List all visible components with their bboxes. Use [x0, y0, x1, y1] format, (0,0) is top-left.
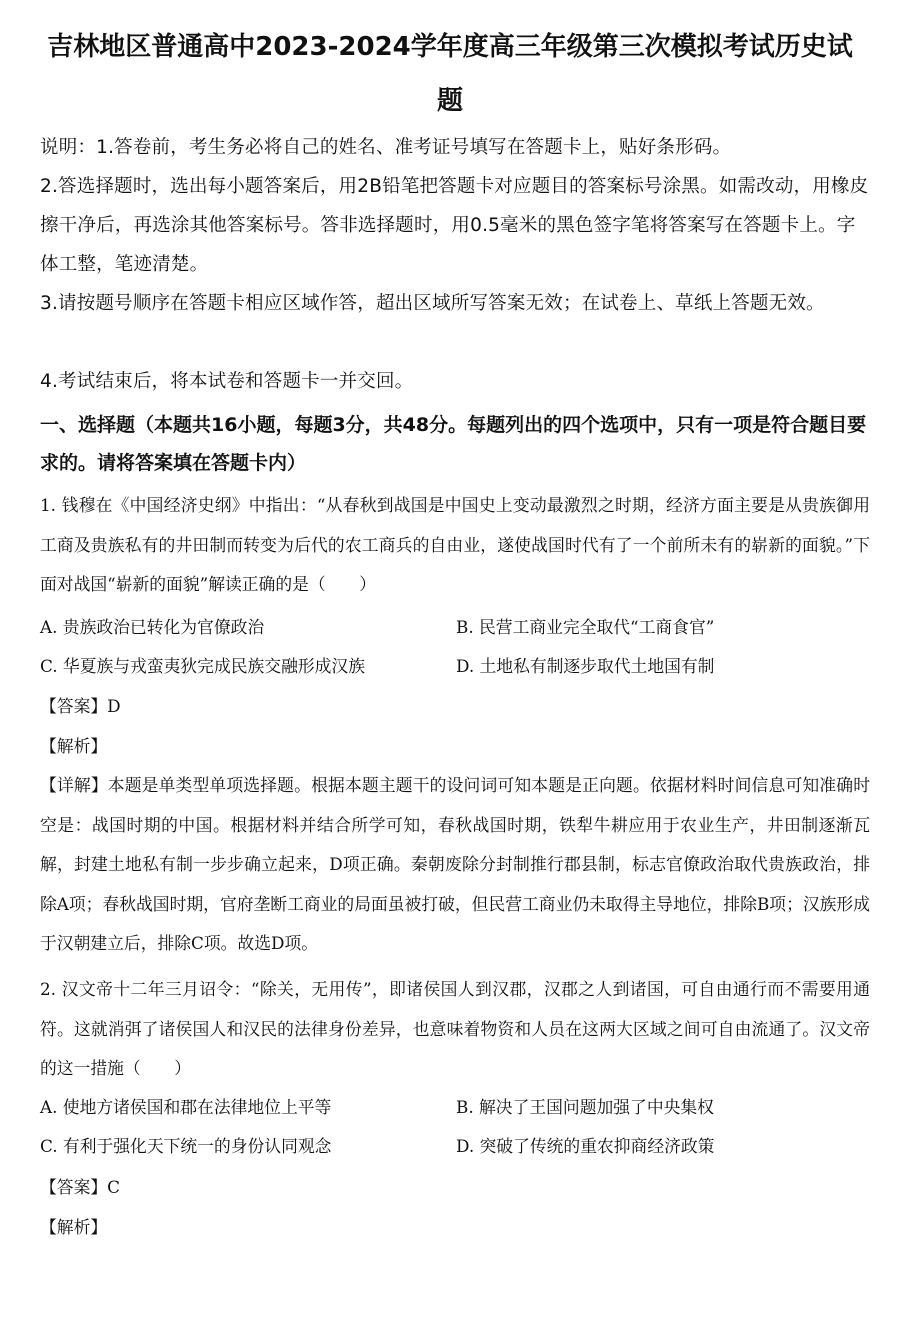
question-2-option-b: B. 解决了王国问题加强了中央集权 — [456, 1097, 714, 1117]
question-2-option-a: A. 使地方诸侯国和郡在法律地位上平等 — [40, 1097, 332, 1117]
question-1-option-d: D. 土地私有制逐步取代土地国有制 — [456, 656, 715, 676]
question-1-analysis-label: 【解析】 — [40, 736, 108, 756]
instruction-1: 说明：1.答卷前，考生务必将自己的姓名、准考证号填写在答题卡上，贴好条形码。 — [40, 137, 732, 158]
exam-title-line2: 题 — [436, 86, 463, 116]
question-1-option-c: C. 华夏族与戎蛮夷狄完成民族交融形成汉族 — [40, 656, 365, 676]
exam-title-line1: 吉林地区普通高中2023-2024学年度高三年级第三次模拟考试历史试 — [47, 32, 853, 62]
question-2-analysis-label: 【解析】 — [40, 1217, 108, 1237]
question-1-option-b: B. 民营工商业完全取代“工商食官” — [456, 617, 715, 637]
instruction-2: 2.答选择题时，选出每小题答案后，用2B铅笔把答题卡对应题目的答案标号涂黑。如需改动，用橡皮擦干净后，再选涂其他答案标号。答非选择题时，用0.5毫米的黑色签字笔将答案写在答题卡上。字体工整，笔迹清楚。 — [40, 176, 869, 275]
question-2-stem: 2. 汉文帝十二年三月诏令：“除关，无用传”，即诸侯国人到汉郡，汉郡之人到诸国，可自由通行而不需要用通符。这就消弭了诸侯国人和汉民的法律身份差异，也意味着物资和人员在这两大区域之间可自由流通了。汉文帝的这一措施（ ） — [40, 979, 870, 1078]
question-2-answer: 【答案】C — [40, 1177, 120, 1197]
question-1-stem: 1. 钱穆在《中国经济史纲》中指出：“从春秋到战国是中国史上变动最激烈之时期，经济方面主要是从贵族御用工商及贵族私有的井田制而转变为后代的农工商兵的自由业，遂使战国时代有了一个前所未有的崭新的面貌。”下面对战国“崭新的面貌”解读正确的是（ ） — [40, 495, 870, 594]
question-2-option-c: C. 有利于强化天下统一的身份认同观念 — [40, 1136, 332, 1156]
question-1-detail: 【详解】本题是单类型单项选择题。根据本题主题干的设问词可知本题是正向题。依据材料时间信息可知准确时空是：战国时期的中国。根据材料并结合所学可知，春秋战国时期，铁犁牛耕应用于农业生产，井田制逐渐瓦解，封建土地私有制一步步确立起来，D项正确。秦朝废除分封制推行郡县制，标志官僚政治取代贵族政治，排除A项；春秋战国时期，官府垄断工商业的局面虽被打破，但民营工商业仍未取得主导地位，排除B项；汉族形成于汉朝建立后，排除C项。故选D项。 — [40, 775, 870, 953]
section-heading-choice: 一、选择题（本题共16小题，每题3分，共48分。每题列出的四个选项中，只有一项是符合题目要求的。请将答案填在答题卡内） — [40, 414, 867, 474]
question-1-answer: 【答案】D — [40, 696, 121, 716]
question-1-option-a: A. 贵族政治已转化为官僚政治 — [40, 617, 265, 637]
question-2-option-d: D. 突破了传统的重农抑商经济政策 — [456, 1136, 715, 1156]
instruction-4: 4.考试结束后，将本试卷和答题卡一并交回。 — [40, 371, 414, 392]
instruction-3: 3.请按题号顺序在答题卡相应区域作答，超出区域所写答案无效；在试卷上、草纸上答题无效。 — [40, 293, 825, 314]
